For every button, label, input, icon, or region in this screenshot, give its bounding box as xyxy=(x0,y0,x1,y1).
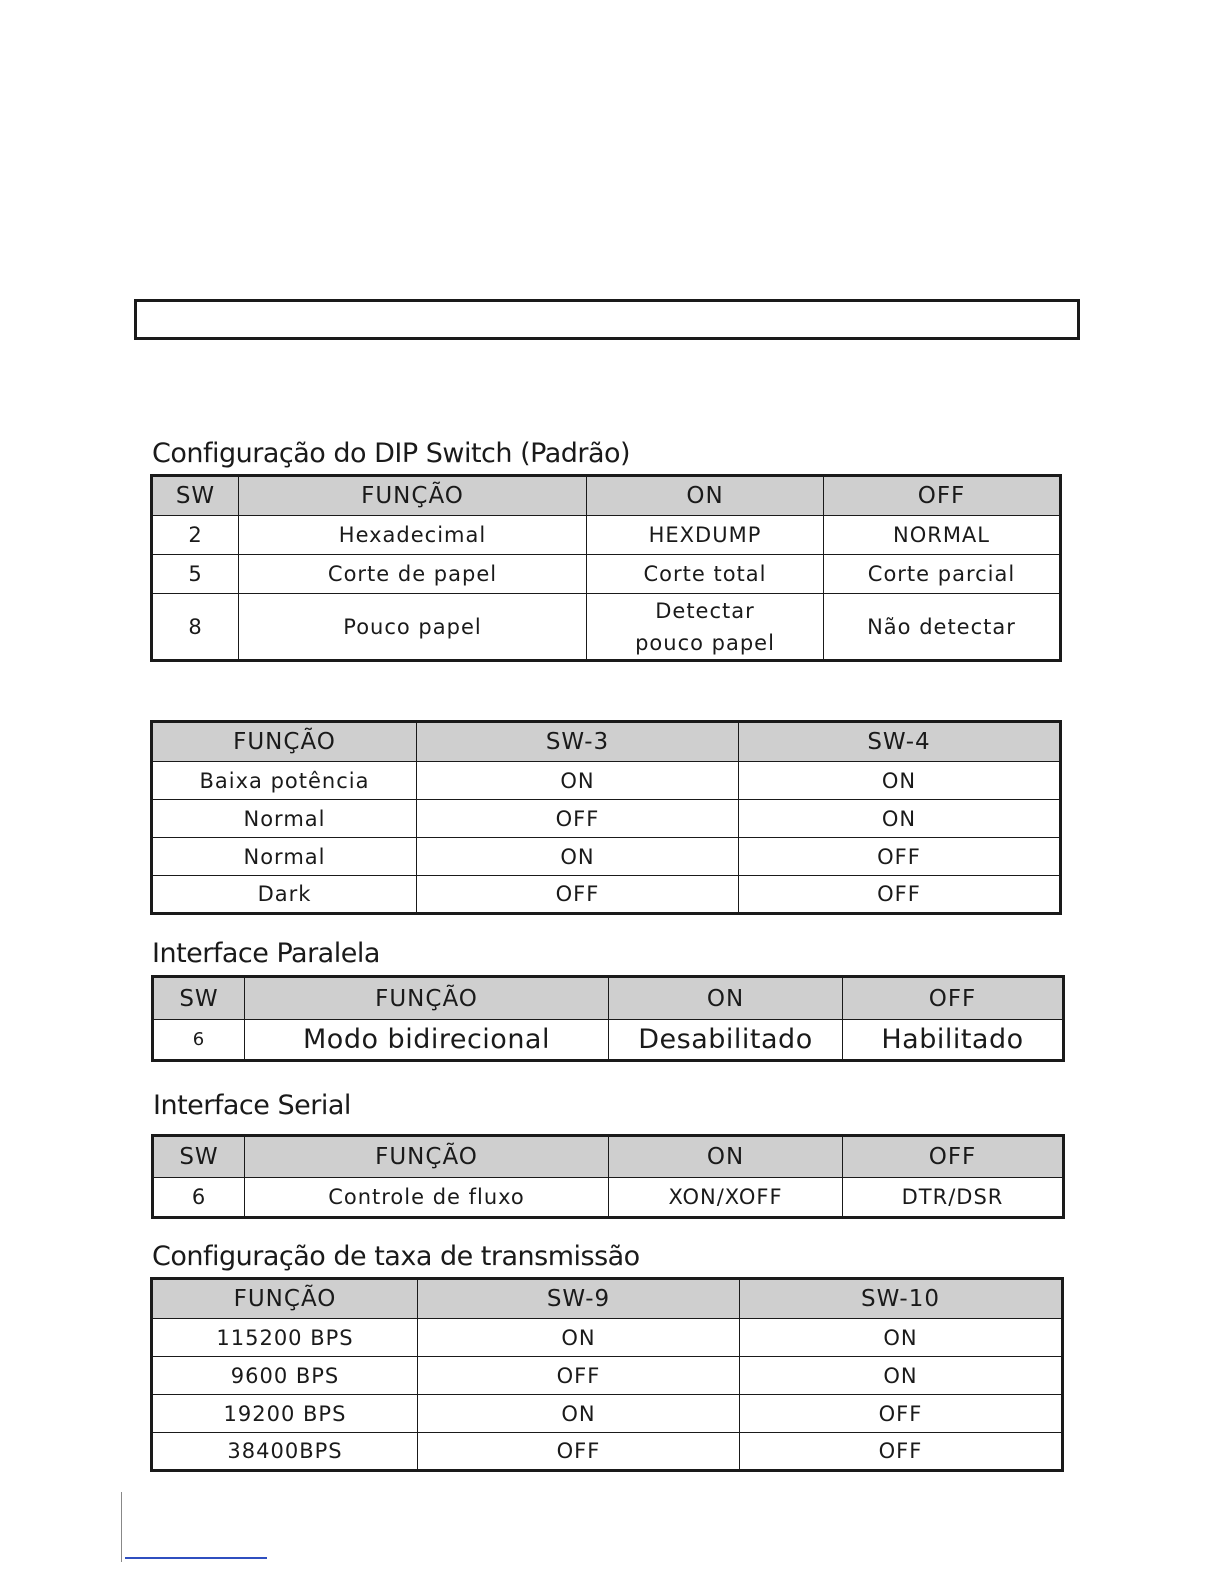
cell-sw4: ON xyxy=(739,762,1061,800)
table-row xyxy=(152,838,1061,876)
cell-sw3: ON xyxy=(417,838,739,876)
footer-underline xyxy=(125,1557,267,1559)
table-row xyxy=(152,1357,1063,1395)
col-header-on: ON xyxy=(609,977,843,1020)
cell-off: DTR/DSR xyxy=(843,1178,1064,1218)
cell-funcao: Controle de fluxo xyxy=(245,1178,609,1218)
cell-funcao: Dark xyxy=(152,876,417,914)
col-header-funcao: FUNÇÃO xyxy=(152,1279,418,1319)
cell-sw3: ON xyxy=(417,762,739,800)
cell-sw9: ON xyxy=(418,1319,740,1357)
cell-funcao: 38400BPS xyxy=(152,1433,418,1471)
table-row xyxy=(152,594,1061,661)
cell-off: Habilitado xyxy=(843,1020,1064,1061)
parallel-table xyxy=(151,975,1065,1062)
parallel-title: Interface Paralela xyxy=(152,938,380,969)
cell-sw4: ON xyxy=(739,800,1061,838)
cell-sw10: OFF xyxy=(740,1433,1063,1471)
cell-funcao: Normal xyxy=(152,800,417,838)
cell-sw9: OFF xyxy=(418,1357,740,1395)
baud-table xyxy=(150,1277,1064,1472)
cell-sw: 5 xyxy=(152,555,239,594)
top-frame xyxy=(134,299,1080,340)
cell-sw: 6 xyxy=(153,1178,245,1218)
cell-sw10: ON xyxy=(740,1357,1063,1395)
cell-off: Não detectar xyxy=(824,594,1061,661)
margin-rule xyxy=(121,1492,122,1562)
col-header-off: OFF xyxy=(843,977,1064,1020)
table-row xyxy=(152,876,1061,914)
col-header-sw10: SW-10 xyxy=(740,1279,1063,1319)
cell-funcao: 9600 BPS xyxy=(152,1357,418,1395)
cell-funcao: 19200 BPS xyxy=(152,1395,418,1433)
col-header-off: OFF xyxy=(824,476,1061,516)
baud-title: Configuração de taxa de transmissão xyxy=(152,1241,640,1272)
cell-on: Desabilitado xyxy=(609,1020,843,1061)
cell-sw: 2 xyxy=(152,516,239,555)
cell-sw4: OFF xyxy=(739,838,1061,876)
table-row xyxy=(152,516,1061,555)
cell-funcao: Corte de papel xyxy=(239,555,587,594)
col-header-sw: SW xyxy=(153,1136,245,1178)
col-header-funcao: FUNÇÃO xyxy=(239,476,587,516)
cell-funcao: Baixa potência xyxy=(152,762,417,800)
cell-on: Detectar pouco papel xyxy=(587,594,824,661)
dip-default-table xyxy=(150,474,1062,662)
table-row xyxy=(152,1319,1063,1357)
cell-sw3: OFF xyxy=(417,876,739,914)
cell-funcao: 115200 BPS xyxy=(152,1319,418,1357)
density-table xyxy=(150,720,1062,915)
table-row xyxy=(153,1178,1064,1218)
table-row xyxy=(152,800,1061,838)
cell-sw9: OFF xyxy=(418,1433,740,1471)
cell-on: XON/XOFF xyxy=(609,1178,843,1218)
col-header-sw4: SW-4 xyxy=(739,722,1061,762)
table-row xyxy=(153,1020,1064,1061)
cell-on: Corte total xyxy=(587,555,824,594)
cell-sw: 6 xyxy=(153,1020,245,1061)
table-row xyxy=(152,555,1061,594)
cell-on: HEXDUMP xyxy=(587,516,824,555)
table-row xyxy=(152,762,1061,800)
cell-sw10: OFF xyxy=(740,1395,1063,1433)
cell-sw9: ON xyxy=(418,1395,740,1433)
cell-sw10: ON xyxy=(740,1319,1063,1357)
col-header-funcao: FUNÇÃO xyxy=(245,1136,609,1178)
cell-sw3: OFF xyxy=(417,800,739,838)
serial-table xyxy=(151,1134,1065,1219)
cell-funcao: Modo bidirecional xyxy=(245,1020,609,1061)
cell-funcao: Pouco papel xyxy=(239,594,587,661)
cell-sw4: OFF xyxy=(739,876,1061,914)
col-header-on: ON xyxy=(609,1136,843,1178)
dip-default-title: Configuração do DIP Switch (Padrão) xyxy=(152,438,631,469)
table-row xyxy=(152,1433,1063,1471)
cell-off: NORMAL xyxy=(824,516,1061,555)
col-header-off: OFF xyxy=(843,1136,1064,1178)
cell-funcao: Hexadecimal xyxy=(239,516,587,555)
col-header-funcao: FUNÇÃO xyxy=(152,722,417,762)
col-header-sw: SW xyxy=(152,476,239,516)
cell-funcao: Normal xyxy=(152,838,417,876)
col-header-funcao: FUNÇÃO xyxy=(245,977,609,1020)
col-header-sw3: SW-3 xyxy=(417,722,739,762)
serial-title: Interface Serial xyxy=(153,1090,351,1121)
table-row xyxy=(152,1395,1063,1433)
col-header-sw9: SW-9 xyxy=(418,1279,740,1319)
col-header-sw: SW xyxy=(153,977,245,1020)
cell-off: Corte parcial xyxy=(824,555,1061,594)
col-header-on: ON xyxy=(587,476,824,516)
cell-sw: 8 xyxy=(152,594,239,661)
